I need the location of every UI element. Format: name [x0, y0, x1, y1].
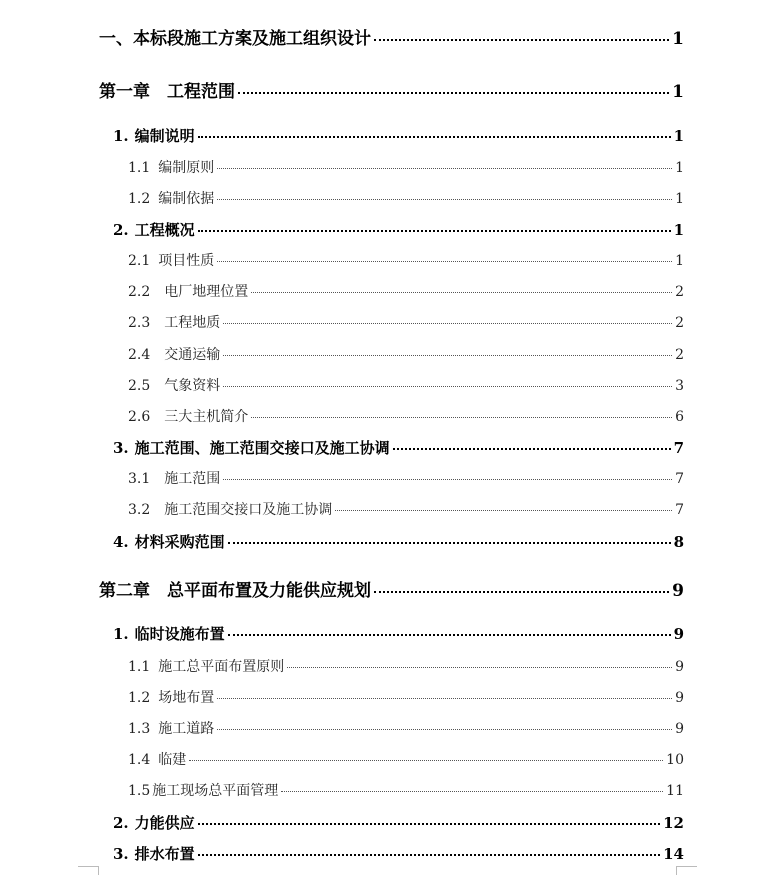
toc-entry-page: 2: [675, 284, 684, 300]
toc-entry-page: 10: [666, 752, 684, 768]
toc-entry-title: 材料采购范围: [134, 533, 225, 551]
toc-entry-number: 2.3: [128, 315, 151, 331]
toc-entry-page: 3: [675, 378, 684, 394]
toc-entry-page: 9: [675, 721, 684, 737]
toc-entry-page: 1: [675, 253, 684, 269]
toc-entry[interactable]: [99, 576, 684, 601]
toc-entry-number: 2.1: [128, 253, 151, 269]
dot-leader: [374, 39, 669, 41]
toc-entry-page: 1: [673, 221, 684, 239]
toc-entry-title: 总平面布置及力能供应规划: [167, 581, 371, 601]
toc-entry-number: 2.: [113, 221, 129, 239]
toc-entry-number: 1.5: [128, 783, 151, 799]
toc-entry-title: 编制依据: [158, 191, 215, 207]
toc-entry-page: 9: [675, 690, 684, 706]
toc-entry-number: 4.: [113, 533, 129, 551]
dot-leader: [393, 448, 671, 450]
toc-entry-page: 1: [673, 127, 684, 145]
toc-entry-number: 1.: [113, 127, 129, 145]
toc-entry-title: 施工道路: [158, 721, 215, 737]
dot-leader: [223, 323, 672, 324]
toc-entry-number: 一、: [99, 29, 133, 49]
toc-entry[interactable]: [113, 219, 684, 240]
toc-entry-number: 第二章: [99, 581, 167, 601]
toc-entry-page: 12: [663, 814, 684, 832]
toc-entry[interactable]: [113, 125, 684, 146]
toc-entry-page: 1: [675, 191, 684, 207]
toc-entry-number: 2.5: [128, 378, 151, 394]
toc-entry-title: 场地布置: [158, 690, 215, 706]
toc-entry-number: 1.: [113, 625, 129, 643]
toc-entry-title: 项目性质: [158, 253, 215, 269]
toc-entry-title: 施工范围: [164, 471, 221, 487]
dot-leader: [251, 417, 672, 418]
toc-entry[interactable]: [99, 77, 684, 102]
toc-entry-page: 7: [673, 439, 684, 457]
dot-leader: [217, 698, 672, 699]
toc-entry-number: 2.4: [128, 347, 151, 363]
toc-entry[interactable]: [113, 531, 684, 552]
toc-entry-title: 三大主机简介: [164, 409, 249, 425]
toc-entry[interactable]: [128, 157, 684, 177]
dot-leader: [238, 92, 669, 94]
toc-entry-page: 11: [666, 783, 684, 799]
toc-entry-number: 3.: [113, 845, 129, 863]
toc-entry-number: 1.2: [128, 690, 151, 706]
toc-entry-number: 3.: [113, 439, 129, 457]
toc-entry-page: 1: [672, 82, 684, 102]
toc-entry[interactable]: [128, 188, 684, 208]
toc-entry-page: 9: [672, 581, 684, 601]
toc-entry-number: 3.1: [128, 471, 151, 487]
dot-leader: [217, 261, 672, 262]
toc-entry[interactable]: [128, 406, 684, 426]
toc-entry-page: 1: [675, 160, 684, 176]
toc-entry[interactable]: [128, 780, 684, 800]
page-margin-mark-left: [78, 866, 99, 875]
dot-leader: [198, 854, 660, 856]
dot-leader: [251, 292, 672, 293]
dot-leader: [198, 136, 671, 138]
toc-entry[interactable]: [128, 312, 684, 332]
toc-entry[interactable]: [128, 344, 684, 364]
toc-entry[interactable]: [113, 437, 684, 458]
toc-entry-page: 14: [663, 845, 684, 863]
toc-entry-page: 1: [672, 29, 684, 49]
toc-entry[interactable]: [128, 687, 684, 707]
toc-entry-title: 施工范围、施工范围交接口及施工协调: [134, 439, 390, 457]
toc-entry[interactable]: [128, 718, 684, 738]
toc-entry-title: 编制说明: [134, 127, 195, 145]
toc-entry[interactable]: [128, 656, 684, 676]
toc-entry[interactable]: [128, 749, 684, 769]
toc-entry-title: 临建: [158, 752, 187, 768]
toc-entry-number: 第一章: [99, 82, 167, 102]
toc-entry-title: 临时设施布置: [134, 625, 225, 643]
dot-leader: [335, 510, 672, 511]
toc-entry[interactable]: [113, 623, 684, 644]
dot-leader: [228, 542, 671, 544]
toc-entry-page: 7: [675, 471, 684, 487]
toc-entry-number: 1.3: [128, 721, 151, 737]
toc-entry-title: 施工现场总平面管理: [152, 783, 279, 799]
dot-leader: [198, 230, 671, 232]
dot-leader: [287, 667, 672, 668]
toc-entry-number: 2.2: [128, 284, 151, 300]
toc-entry-title: 工程范围: [167, 82, 235, 102]
toc-entry-title: 施工总平面布置原则: [158, 659, 285, 675]
toc-entry-number: 1.1: [128, 659, 151, 675]
dot-leader: [217, 729, 672, 730]
toc-entry-title: 施工范围交接口及施工协调: [164, 502, 333, 518]
toc-entry-title: 气象资料: [164, 378, 221, 394]
toc-entry-title: 交通运输: [164, 347, 221, 363]
toc-entry[interactable]: [128, 375, 684, 395]
toc-entry-page: 2: [675, 315, 684, 331]
toc-entry-number: 3.2: [128, 502, 151, 518]
toc-entry-page: 9: [673, 625, 684, 643]
dot-leader: [198, 823, 660, 825]
toc-entry-title: 工程概况: [134, 221, 195, 239]
toc-entry-title: 排水布置: [134, 845, 195, 863]
dot-leader: [189, 760, 663, 761]
toc-entry[interactable]: [113, 843, 684, 864]
toc-entry[interactable]: [128, 499, 684, 519]
toc-entry-number: 2.6: [128, 409, 151, 425]
toc-entry-title: 本标段施工方案及施工组织设计: [133, 29, 371, 49]
toc-entry-page: 7: [675, 502, 684, 518]
toc-entry-page: 8: [673, 533, 684, 551]
toc-entry-title: 编制原则: [158, 160, 215, 176]
toc-entry-page: 9: [675, 659, 684, 675]
toc-entry-number: 1.2: [128, 191, 151, 207]
toc-entry-page: 2: [675, 347, 684, 363]
toc-entry-page: 6: [675, 409, 684, 425]
dot-leader: [223, 355, 672, 356]
toc-entry-title: 电厂地理位置: [164, 284, 249, 300]
dot-leader: [217, 168, 672, 169]
toc-entry[interactable]: [113, 812, 684, 833]
toc-entry-number: 1.1: [128, 160, 151, 176]
dot-leader: [223, 386, 672, 387]
toc-entry-number: 1.4: [128, 752, 151, 768]
dot-leader: [217, 199, 672, 200]
toc-entry[interactable]: [128, 281, 684, 301]
dot-leader: [281, 791, 663, 792]
toc-entry[interactable]: [99, 24, 684, 49]
dot-leader: [228, 634, 671, 636]
dot-leader: [374, 591, 669, 593]
toc-entry[interactable]: [128, 468, 684, 488]
toc-entry-title: 工程地质: [164, 315, 221, 331]
toc-entry-title: 力能供应: [134, 814, 195, 832]
toc-entry[interactable]: [128, 250, 684, 270]
dot-leader: [223, 479, 672, 480]
page-margin-mark-right: [676, 866, 697, 875]
toc-entry-number: 2.: [113, 814, 129, 832]
